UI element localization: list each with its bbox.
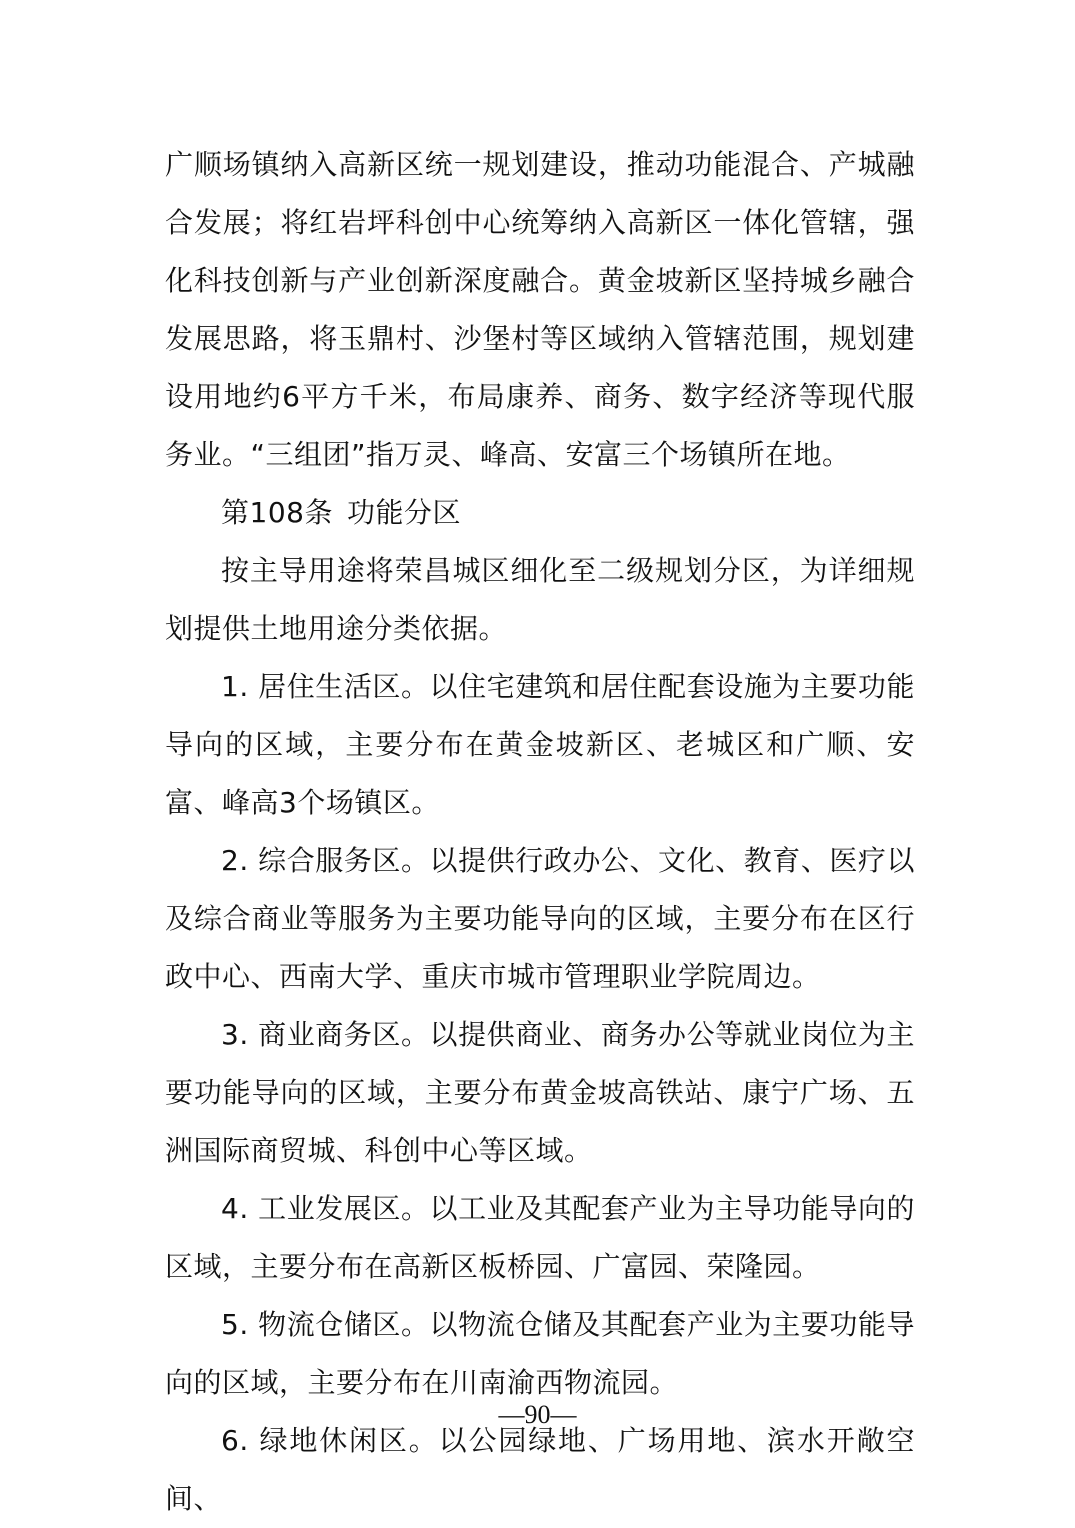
article-heading [165, 484, 915, 542]
article-intro: 按主导用途将荣昌城区细化至二级规划分区，为详细规划提供土地用途分类依据。 [165, 554, 915, 645]
list-item: 5. 物流仓储区。以物流仓储及其配套产业为主要功能导向的区域，主要分布在川南渝西物流园。 [165, 1308, 915, 1399]
paragraph-continuation: 广顺场镇纳入高新区统一规划建设，推动功能混合、产城融合发展；将红岩坪科创中心统筹纳入高新区一体化管辖，强化科技创新与产业创新深度融合。黄金坡新区坚持城乡融合发展思路，将玉鼎村、沙堡村等区域纳入管辖范围，规划建设用地约6平方千米，布局康养、商务、数字经济等现代服务业。“三组团”指万灵、峰高、安富三个场镇所在地。 [165, 148, 915, 471]
list-item: 1. 居住生活区。以住宅建筑和居住配套设施为主要功能导向的区域，主要分布在黄金坡新区、老城区和广顺、安富、峰高3个场镇区。 [165, 670, 915, 819]
list-item: 3. 商业商务区。以提供商业、商务办公等就业岗位为主要功能导向的区域，主要分布黄金坡高铁站、康宁广场、五洲国际商贸城、科创中心等区域。 [165, 1018, 915, 1167]
list-item: 2. 综合服务区。以提供行政办公、文化、教育、医疗以及综合商业等服务为主要功能导向的区域，主要分布在区行政中心、西南大学、重庆市城市管理职业学院周边。 [165, 844, 915, 993]
list-item: 6. 绿地休闲区。以公园绿地、广场用地、滨水开敞空间、 [165, 1424, 915, 1515]
document-body [165, 136, 915, 1528]
list-item: 4. 工业发展区。以工业及其配套产业为主导功能导向的区域，主要分布在高新区板桥园、广富园、荣隆园。 [165, 1192, 915, 1283]
article-number: 第108条 [221, 496, 333, 529]
page-number: —90— [498, 1400, 577, 1429]
article-title: 功能分区 [346, 496, 461, 529]
